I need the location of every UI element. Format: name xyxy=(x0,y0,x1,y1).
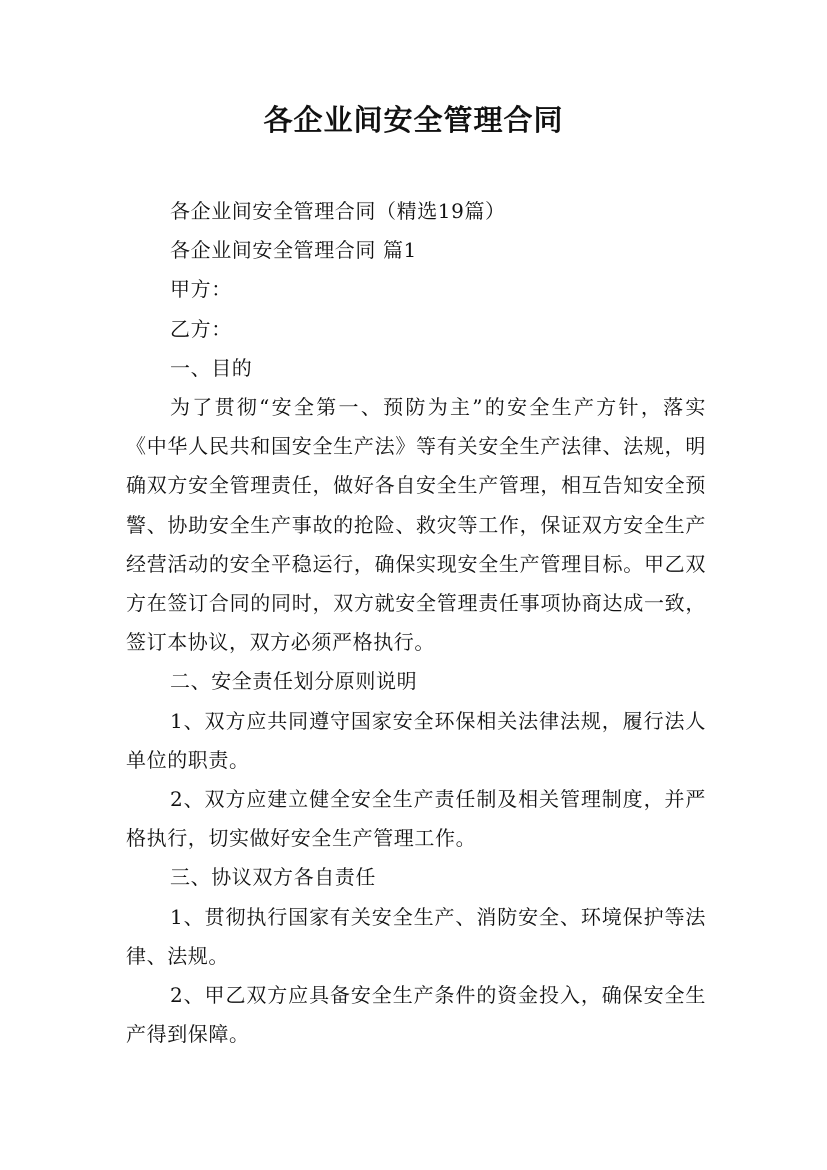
paragraph-responsibility-1: 1、贯彻执行国家有关安全生产、消防安全、环境保护等法律、法规。 xyxy=(126,904,706,968)
paragraph-principle-2: 2、双方应建立健全安全生产责任制及相关管理制度，并严格执行，切实做好安全生产管理工作。 xyxy=(126,787,706,851)
paragraph-party-a: 甲方： xyxy=(170,277,232,302)
paragraph-heading-responsibilities: 三、协议双方各自责任 xyxy=(170,865,376,890)
paragraph-section-heading: 各企业间安全管理合同 篇1 xyxy=(170,238,417,263)
paragraph-party-b: 乙方： xyxy=(170,316,232,341)
document-body xyxy=(126,192,706,1054)
paragraph-responsibility-2: 2、甲乙双方应具备安全生产条件的资金投入，确保安全生产得到保障。 xyxy=(126,983,706,1047)
document-title: 各企业间安全管理合同 xyxy=(263,103,564,137)
paragraph-heading-principles: 二、安全责任划分原则说明 xyxy=(170,669,418,694)
paragraph-subtitle: 各企业间安全管理合同（精选19篇） xyxy=(170,199,506,223)
paragraph-principle-1: 1、双方应共同遵守国家安全环保相关法律法规，履行法人单位的职责。 xyxy=(126,708,706,772)
paragraph-heading-purpose: 一、目的 xyxy=(170,355,253,380)
paragraph-purpose-text: 为了贯彻“安全第一、预防为主”的安全生产方针，落实《中华人民共和国安全生产法》等有关安全生产法律、法规，明确双方安全管理责任，做好各自安全生产管理，相互告知安全预警、协助安全生产事故的抢险、救灾等工作，保证双方安全生产经营活动的安全平稳运行，确保实现安全生产管理目标。甲乙双方在签订合同的同时，双方就安全管理责任事项协商达成一致，签订本协议，双方必须严格执行。 xyxy=(126,395,706,655)
